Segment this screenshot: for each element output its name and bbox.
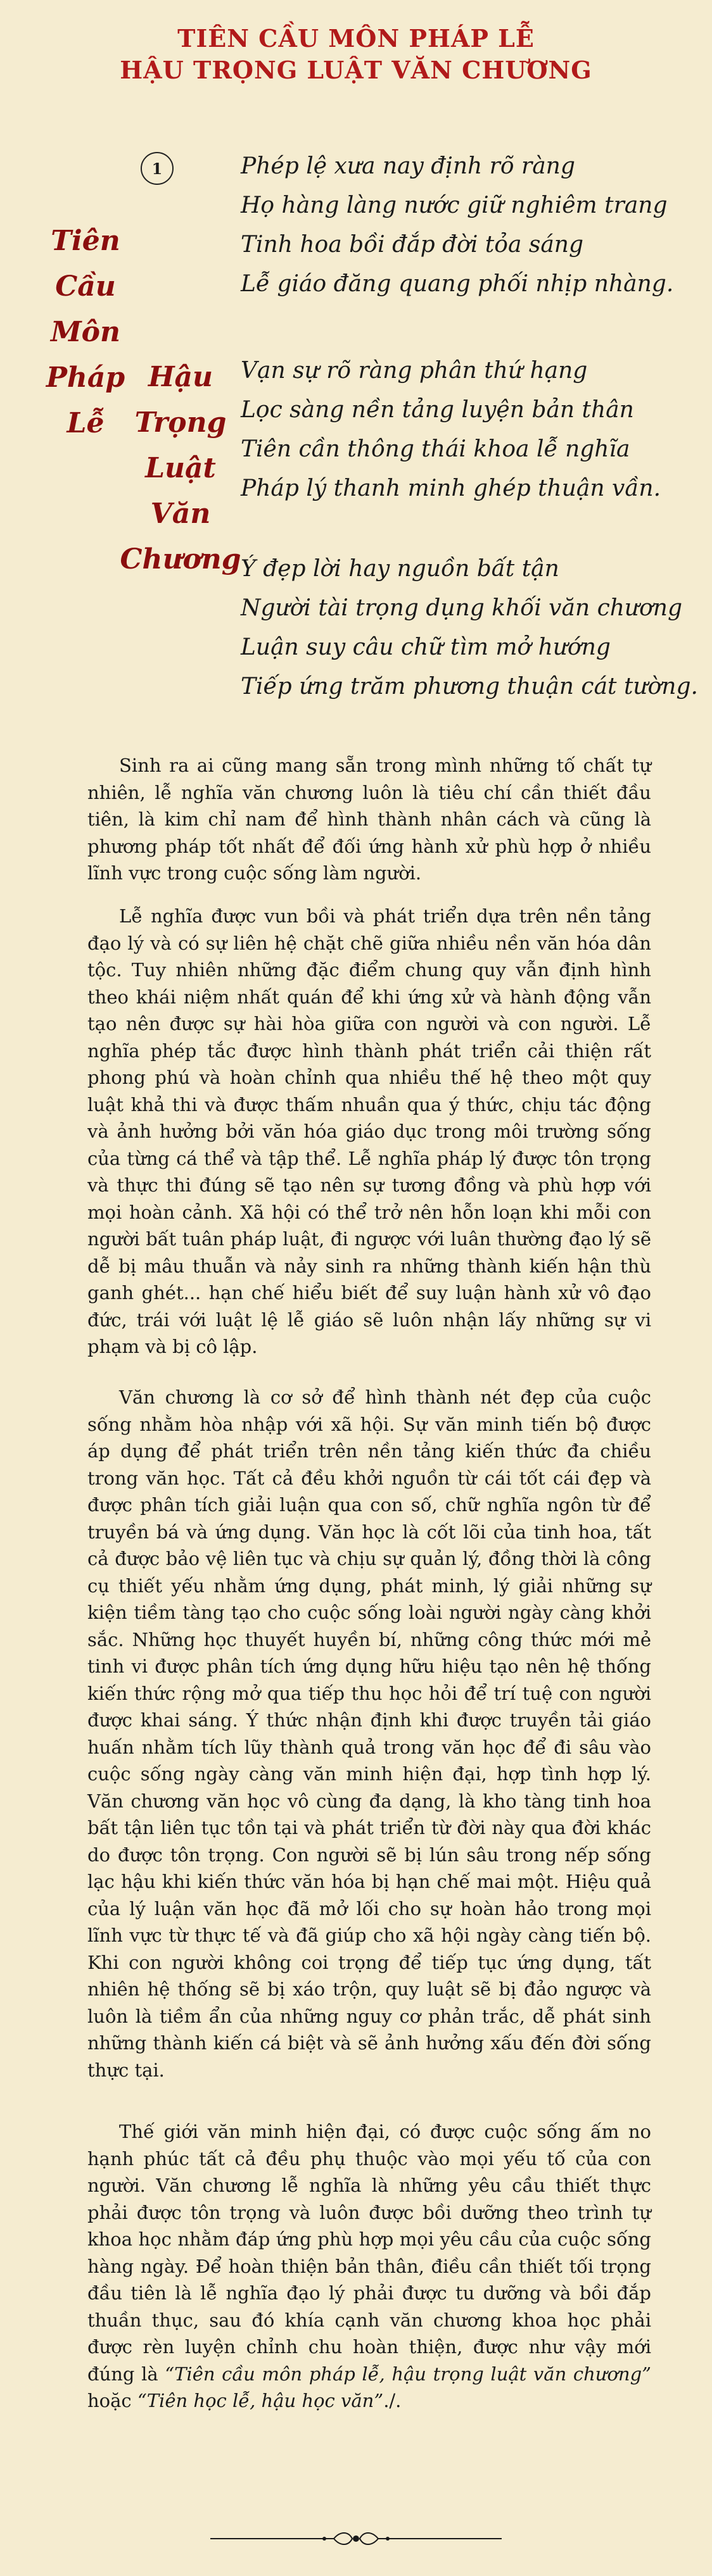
calligraphy-word: Văn — [150, 498, 211, 530]
body-paragraph-3 — [87, 1384, 651, 2083]
calligraphy-word: Pháp — [46, 361, 125, 394]
poem-line: Ý đẹp lời hay nguồn bất tận — [241, 556, 559, 582]
calligraphy-word: Môn — [50, 316, 121, 348]
title-line-2: HẬU TRỌNG LUẬT VĂN CHƯƠNG — [120, 56, 592, 84]
poem-line: Tinh hoa bồi đắp đời tỏa sáng — [241, 232, 584, 258]
section-number-badge: 1 — [141, 152, 174, 185]
paragraph-text — [87, 2118, 651, 2415]
calligraphy-word: Hậu — [148, 361, 213, 393]
calligraphy-word: Luật — [145, 452, 216, 484]
calligraphy-word: Tiên — [51, 225, 120, 257]
body-paragraph-1 — [87, 752, 651, 887]
poem-line: Tiếp ứng trăm phương thuận cát tường. — [241, 674, 698, 700]
poem-line: Phép lệ xưa nay định rõ ràng — [241, 153, 575, 179]
paragraph-text: Lễ nghĩa được vun bồi và phát triển dựa trên nền tảng đạo lý và có sự liên hệ chặt chẽ giữa nhiều nền văn hóa dân tộc. Tuy nhiên những đặc điểm chung quy vẫn định hình theo khái niệm nhất quán để khi ứng xử và hành động vẫn tạo nên được sự hài hòa giữa con người và con người. Lễ nghĩa phép tắc được hình thành phát triển cải thiện rất phong phú và hoàn chỉnh qua nhiều thế hệ theo một quy luật khả thi và được thấm nhuần qua ý thức, chịu tác động và ảnh hưởng bởi văn hóa giáo dục trong môi trường sống của từng cá thể và tập thể. Lễ nghĩa pháp lý được tôn trọng và thực thi đúng sẽ tạo nên sự tương đồng và phù hợp với mọi hoàn cảnh. Xã hội có thể trở nên hỗn loạn khi mỗi con người bất tuân pháp luật, đi ngược với luân thường đạo lý sẽ dễ bị mâu thuẫn và nảy sinh ra những thành kiến hận thù ganh ghét... hạn chế hiểu biết để suy luận hành xử vô đạo đức, trái với luật lệ lễ giáo sẽ luôn nhận lấy những sự vi phạm và bị cô lập. — [87, 905, 651, 1357]
calligraphy-word: Lễ — [67, 407, 105, 439]
paragraph-main-text: Thế giới văn minh hiện đại, có được cuộc sống ấm no hạnh phúc tất cả đều phụ thuộc vào mọi yếu tố của con người. Văn chương lễ nghĩa là những yêu cầu thiết thực phải được tôn trọng và luôn được bồi dưỡng theo trình tự khoa học nhằm đáp ứng phù hợp mọi yêu cầu của cuộc sống hàng ngày. Để hoàn thiện bản thân, điều cần thiết tối trọng đầu tiên là lễ nghĩa đạo lý phải được tu dưỡng và bồi đắp thuần thục, sau đó khía cạnh văn chương khoa học phải được rèn luyện chỉnh chu hoàn thiện, được như vậy mới đúng là — [87, 2121, 651, 2385]
title-line-1: TIÊN CẦU MÔN PHÁP LỄ — [177, 24, 535, 53]
conjunction-text: hoặc — [87, 2390, 137, 2411]
decorative-divider-ornament — [198, 2526, 514, 2551]
quote-1: “Tiên cầu môn pháp lễ, hậu trọng luật văn chương” — [165, 2363, 652, 2385]
poem-line: Pháp lý thanh minh ghép thuận vần. — [241, 475, 661, 501]
quote-2: “Tiên học lễ, hậu học văn” — [137, 2390, 384, 2411]
paragraph-text: Sinh ra ai cũng mang sẵn trong mình những tố chất tự nhiên, lễ nghĩa văn chương luôn là tiêu chí cần thiết đầu tiên, là kim chỉ nam để hình thành nhân cách và cũng là phương pháp tốt nhất để đối ứng hành xử phù hợp ở nhiều lĩnh vực trong cuộc sống làm người. — [87, 755, 651, 884]
paragraph-text: Văn chương là cơ sở để hình thành nét đẹp của cuộc sống nhằm hòa nhập với xã hội. Sự văn minh tiến bộ được áp dụng để phát triển trên nền tảng kiến thức đa chiều trong văn học. Tất cả đều khởi nguồn từ cái tốt cái đẹp và được phân tích giải luận qua con số, chữ nghĩa ngôn từ để truyền bá và ứng dụng. Văn học là cốt lõi của tinh hoa, tất cả được bảo vệ liên tục và chịu sự quản lý, đồng thời là công cụ thiết yếu nhằm ứng dụng, phát minh, lý giải những sự kiện tiềm tàng tạo cho cuộc sống loài người ngày càng khởi sắc. Những học thuyết huyền bí, những công thức mới mẻ tinh vi được phân tích ứng dụng hữu hiệu tạo nên hệ thống kiến thức rộng mở qua tiếp thu học hỏi để trí tuệ con người được khai sáng. Ý thức nhận định khi được truyền tải giáo huấn nhằm tích lũy thành quả trong văn học để đi sâu vào cuộc sống ngày càng văn minh hiện đại, hợp tình hợp lý. Văn chương văn học vô cùng đa dạng, là kho tàng tinh hoa bất tận liên tục tồn tại và phát triển từ đời này qua đời khác do được tôn trọng. Con người sẽ bị lún sâu trong nếp sống lạc hậu khi kiến thức văn hóa bị hạn chế mai một. Hiệu quả của lý luận văn học đã mở lối cho sự hoàn hảo trong mọi lĩnh vực từ thực tế và đã giúp cho xã hội ngày càng tiến bộ. Khi con người không coi trọng để tiếp tục ứng dụng, tất nhiên hệ thống sẽ bị xáo trộn, quy luật sẽ bị đảo ngược và luôn là tiềm ẩn của những nguy cơ phản trắc, dễ phát sinh những thành kiến cá biệt và sẽ ảnh hưởng xấu đến đời sống thực tại. — [87, 1386, 651, 2081]
poem-line: Người tài trọng dụng khối văn chương — [241, 595, 683, 621]
calligraphy-word: Trọng — [134, 406, 227, 439]
poem-line: Lọc sàng nền tảng luyện bản thân — [241, 397, 634, 423]
poem-stanza-1 — [241, 147, 684, 304]
ending-text: ./. — [383, 2390, 402, 2411]
calligraphy-word: Cầu — [55, 270, 116, 303]
poem-line: Luận suy câu chữ tìm mở hướng — [241, 634, 611, 660]
body-paragraph-2 — [87, 903, 651, 1360]
calligraphy-column-2 — [108, 355, 253, 582]
poem-stanza-3 — [241, 550, 698, 707]
poem-line: Lễ giáo đăng quang phối nhịp nhàng. — [241, 271, 674, 297]
poem-line: Vạn sự rõ ràng phân thứ hạng — [241, 358, 588, 384]
poem-stanza-2 — [241, 351, 684, 508]
poem-line: Tiên cần thông thái khoa lễ nghĩa — [241, 436, 630, 462]
body-paragraph-4 — [87, 2118, 651, 2415]
calligraphy-word: Chương — [120, 543, 241, 575]
poem-line: Họ hàng làng nước giữ nghiêm trang — [241, 192, 668, 218]
